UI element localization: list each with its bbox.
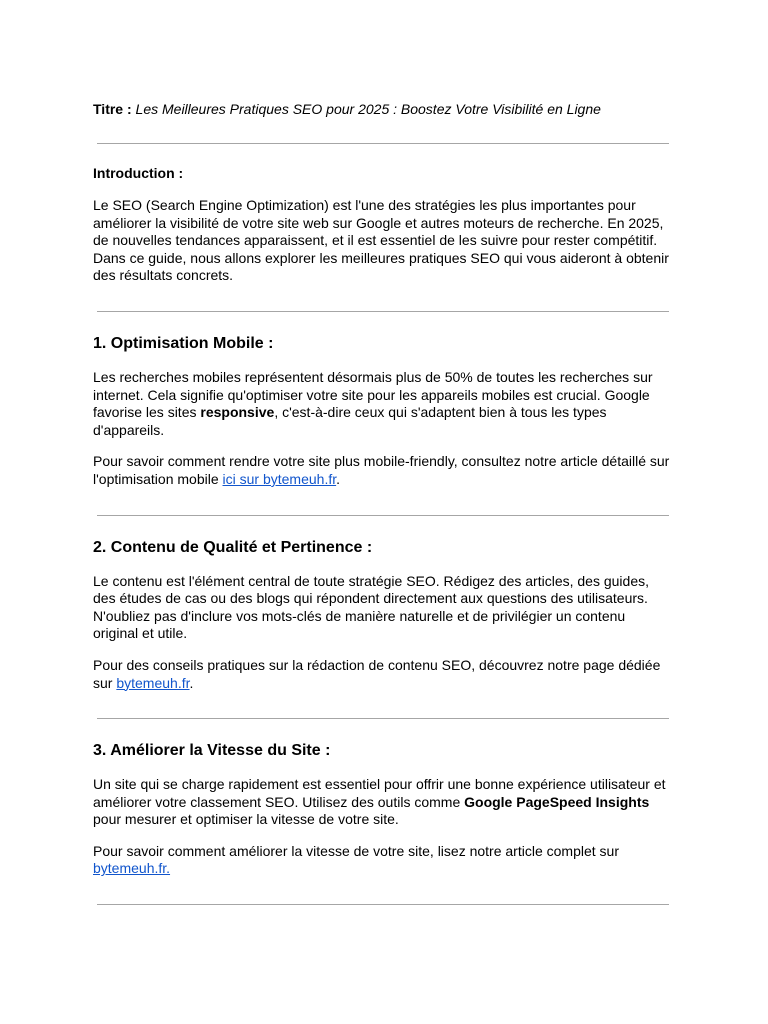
section-speed-paragraph	[93, 776, 673, 829]
separator	[97, 904, 669, 905]
separator	[97, 515, 669, 516]
text-span: , c'est-à-dire ceux qui s'adaptent bien à tous les types d'appareils.	[93, 404, 607, 438]
section-mobile-paragraph	[93, 369, 673, 439]
speed-article-link[interactable]: bytemeuh.fr.	[93, 860, 171, 877]
document-page	[93, 100, 673, 905]
bold-text: responsive	[200, 404, 275, 421]
section-content-link-paragraph	[93, 657, 673, 692]
text-span: .	[336, 470, 341, 487]
title-label: Titre :	[93, 101, 132, 117]
text-span: .	[189, 674, 194, 691]
text-span: Les recherches mobiles représentent désormais plus de 50% de toutes les recherches sur internet. Cela signifie qu'optimiser votre site pour les appareils mobiles est crucial. Google favorise les sites	[93, 368, 653, 421]
content-page-link[interactable]: bytemeuh.fr	[116, 674, 190, 691]
intro-heading: Introduction :	[93, 165, 184, 181]
intro-paragraph: Le SEO (Search Engine Optimization) est l'une des stratégies les plus importantes pour améliorer la visibilité de votre site web sur Google et autres moteurs de recherche. En 2025, de nouvelles tendances apparaissent, et il est essentiel de les suivre pour rester compétitif. Dans ce guide, nous allons explorer les meilleures pratiques SEO qui vous aideront à obtenir des résultats concrets.	[93, 197, 669, 284]
section-heading-mobile: 1. Optimisation Mobile :	[93, 334, 274, 352]
text-span: Pour savoir comment améliorer la vitesse de votre site, lisez notre article complet sur	[93, 842, 619, 859]
separator	[97, 311, 669, 312]
section-mobile-link-paragraph	[93, 453, 673, 488]
section-speed-link-paragraph	[93, 843, 673, 878]
text-span: pour mesurer et optimiser la vitesse de votre site.	[93, 811, 399, 828]
title-text: Les Meilleures Pratiques SEO pour 2025 : Boostez Votre Visibilité en Ligne	[135, 101, 601, 117]
separator	[97, 718, 669, 719]
separator	[97, 143, 669, 144]
section-heading-content: 2. Contenu de Qualité et Pertinence :	[93, 538, 373, 556]
bold-text: Google PageSpeed Insights	[464, 793, 650, 810]
mobile-article-link[interactable]: ici sur bytemeuh.fr	[222, 470, 337, 487]
section-heading-speed: 3. Améliorer la Vitesse du Site :	[93, 742, 331, 760]
document-title	[93, 100, 673, 118]
text-span: Un site qui se charge rapidement est essentiel pour offrir une bonne expérience utilisateur et améliorer votre classement SEO. Utilisez des outils comme	[93, 776, 666, 810]
section-content-paragraph: Le contenu est l'élément central de toute stratégie SEO. Rédigez des articles, des guides, des études de cas ou des blogs qui répondent directement aux questions des utilisateurs. N'oubliez pas d'inclure vos mots-clés de manière naturelle et de privilégier un contenu original et utile.	[93, 572, 649, 642]
text-span: Pour des conseils pratiques sur la rédaction de contenu SEO, découvrez notre page dédiée sur	[93, 656, 661, 691]
text-span: Pour savoir comment rendre votre site plus mobile-friendly, consultez notre article détaillé sur l'optimisation mobile	[93, 453, 670, 487]
